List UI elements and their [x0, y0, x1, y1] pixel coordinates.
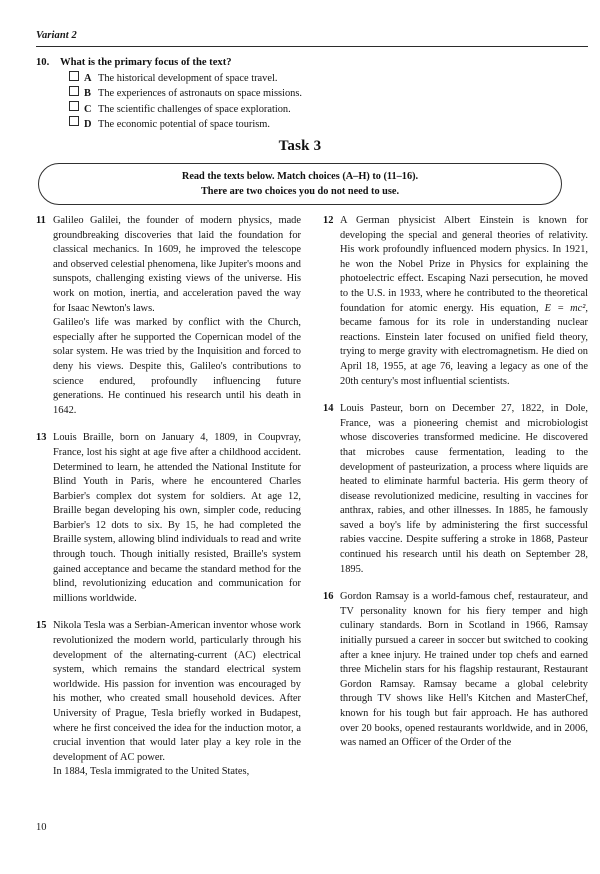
item-paragraph: Louis Pasteur, born on December 27, 1822, in Dole, France, was a pioneering chemist and microbiologist whose discoveries transformed medicine. He discovered that microbes cause fermentation, leading to the development of pasteurization, a process where liquids are heated to eliminate harmful bacteria. His germ theory of disease revolutionized medicine, resulting in vaccines for anthrax, rabies, and other illnesses. In 1885, he famously saved a boy's life by administering the first successful rabies vaccine. Despite suffering a stroke in 1868, Pasteur continued his research until his death on September 28, 1895. — [340, 403, 588, 575]
item-number: 15 — [36, 620, 47, 632]
option-text: The historical development of space travel. — [98, 73, 278, 84]
option-text: The scientific challenges of space exploration. — [98, 103, 291, 115]
instruction-box — [38, 163, 562, 205]
option-row-a[interactable] — [69, 71, 588, 86]
option-text: The experiences of astronauts on space missions. — [98, 88, 303, 100]
text-item-16 — [323, 590, 588, 751]
item-number: 16 — [323, 591, 334, 603]
item-number: 12 — [323, 215, 334, 226]
question-heading — [36, 55, 588, 70]
option-list — [36, 71, 588, 132]
mass-energy-equation: E = mc² — [544, 302, 586, 314]
checkbox-icon[interactable] — [69, 101, 79, 111]
item-paragraph-continued: In 1884, Tesla immigrated to the United States, — [53, 766, 250, 778]
option-letter: B — [84, 88, 91, 100]
checkbox-icon[interactable] — [69, 86, 79, 96]
text-item-11 — [36, 214, 301, 418]
option-letter: C — [84, 103, 92, 115]
text-columns — [36, 214, 588, 780]
item-number: 11 — [36, 215, 46, 226]
item-body — [53, 431, 301, 606]
instruction-line-2: There are two choices you do not need to use. — [200, 186, 400, 197]
option-text: The economic potential of space tourism. — [98, 118, 270, 130]
checkbox-icon[interactable] — [69, 71, 79, 81]
item-number: 13 — [36, 432, 47, 444]
question-block — [36, 55, 588, 132]
item-text-before-equation: A German physicist Albert Einstein is known for developing the special and general theories of relativity. His work profoundly influenced modern physics. In 1921, he won the Nobel Prize in Physics for explaining the photoelectric effect. Escaping Nazi persecution, he moved to the U.S. in 1933, where he contributed to the theoretical foundation for atomic energy. His equation, — [340, 215, 588, 314]
item-paragraph: Gordon Ramsay is a world-famous chef, restaurateur, and TV personality known for his fiery temper and high culinary standards. Born in Scotland in 1966, Ramsay initially pursued a career in soccer but switched to cooking after a knee injury. He trained under top chefs and earned three Michelin stars for his flagship restaurant, Restaurant Gordon Ramsay. Ramsay became a global celebrity through TV shows like Hell's Kitchen and MasterChef, known for his tough but fair approach. He has authored over 20 books, opened restaurants worldwide, and in 2006, was named an Officer of the Order of the — [340, 591, 588, 749]
item-body — [340, 590, 588, 751]
option-letter: D — [84, 118, 92, 130]
text-item-14 — [323, 402, 588, 577]
checkbox-icon[interactable] — [69, 116, 79, 126]
task-title: Task 3 — [278, 138, 322, 154]
instruction-line-1: Read the texts below. Match choices (A–H) to (11–16). — [181, 171, 419, 182]
option-row-b[interactable] — [69, 86, 588, 101]
item-paragraph: Galileo's life was marked by conflict with the Church, especially after he supported the Copernican model of the solar system. He was tried by the Inquisition and forced to deny his views. Despite this, Galileo's contributions to science endured, profoundly influencing future generations. He continued his research until his death in 1642. — [53, 317, 301, 416]
option-letter: A — [84, 73, 92, 84]
item-paragraph: Galileo Galilei, the founder of modern physics, made groundbreaking discoveries that laid the foundation for classical mechanics. In 1609, he improved the telescope and observed celestial phenomena, like Jupiter's moons and sunspots, challenging existing views of the universe. His work on motion, inertia, and acceleration paved the way for Isaac Newton's laws. — [53, 215, 301, 314]
right-column — [323, 214, 588, 780]
item-paragraph — [340, 214, 588, 389]
left-column — [36, 214, 301, 780]
text-item-12 — [323, 214, 588, 389]
item-body — [340, 402, 588, 577]
text-item-13 — [36, 431, 301, 606]
item-body — [340, 214, 588, 389]
item-paragraph: Louis Braille, born on January 4, 1809, in Coupvray, France, lost his sight at age five after a childhood accident. Determined to learn, he attended the National Institute for Blind Youth in Paris, where he encountered Charles Barbier's complex dot system for soldiers. At age 12, Braille began developing his own, simpler code, reducing Barbier's 12 dots to six. By 15, he had completed the Braille system, allowing blind individuals to read and write through touch. Though initially resisted, Braille's system gained acceptance and became the standard method for the blind, revolutionizing education and communication for millions worldwide. — [53, 432, 301, 604]
running-head: Variant 2 — [36, 30, 77, 41]
question-number: 10. — [36, 57, 50, 68]
item-text-after-equation: , became famous for its role in understanding nuclear reactions. Einstein later focused on unified field theory, trying to merge gravity with electromagnetism. He died on April 18, 1955, at age 76, leaving a legacy as one of the 20th century's most influential scientists. — [340, 302, 588, 387]
item-number: 14 — [323, 403, 334, 415]
item-paragraph: Nikola Tesla was a Serbian-American inventor whose work revolutionized the modern world, particularly through his development of the alternating-current (AC) electrical system, which remains the standard electrical system worldwide. His passion for invention was encouraged by his mother, who created small household devices. After University of Prague, Tesla briefly worked in Budapest, where he first conceived the idea for the induction motor, a crucial invention that would later play a key role in the development of AC power. — [53, 620, 301, 763]
page-number: 10 — [36, 822, 47, 833]
running-head-rule — [36, 46, 588, 47]
item-body — [53, 214, 301, 418]
option-row-c[interactable] — [69, 102, 588, 117]
text-item-15 — [36, 619, 301, 780]
option-row-d[interactable] — [69, 117, 588, 132]
item-body — [53, 619, 301, 780]
question-prompt: What is the primary focus of the text? — [60, 57, 232, 68]
